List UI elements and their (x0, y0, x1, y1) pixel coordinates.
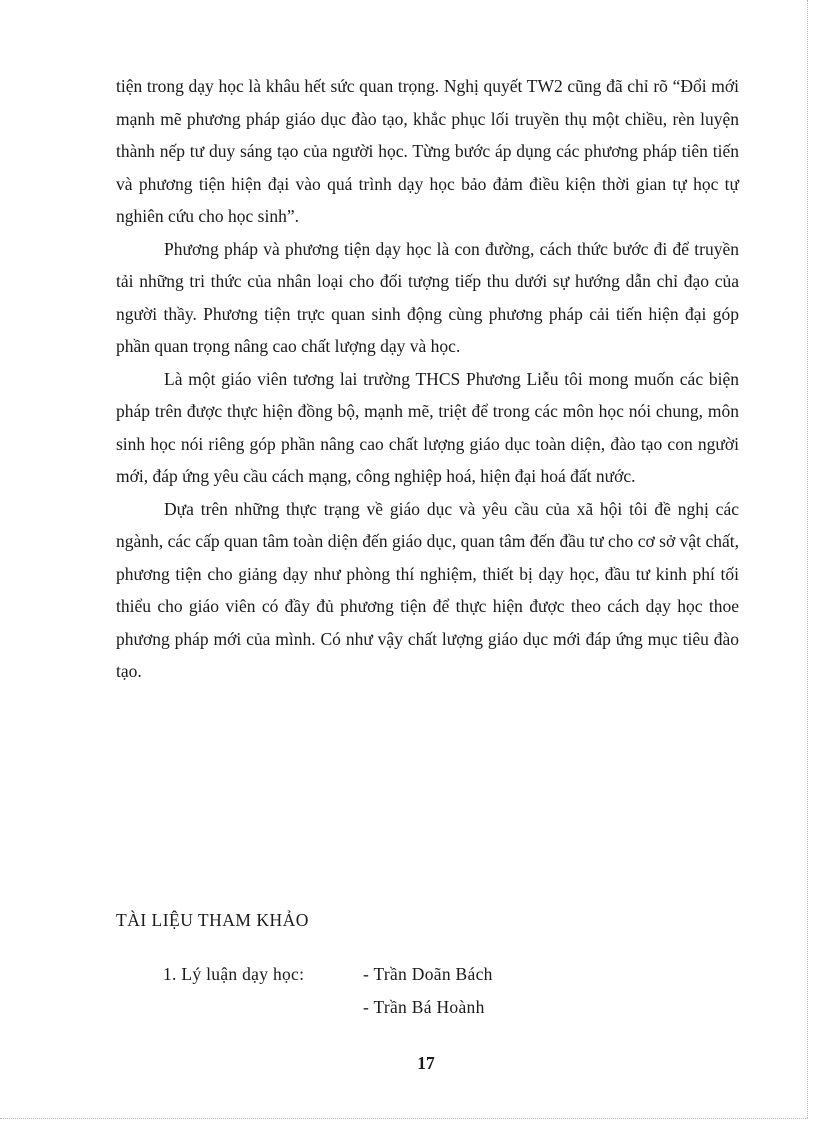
reference-author: - Trần Bá Hoành (363, 997, 485, 1017)
page-border-bottom (0, 1118, 808, 1119)
paragraph-1: tiện trong dạy học là khâu hết sức quan trọng. Nghị quyết TW2 cũng đã chỉ rõ “Đổi mới mạnh mẽ phương pháp giáo dục đào tạo, khắc phục lối truyền thụ một chiều, rèn luyện thành nếp tư duy sáng tạo của người học. Từng bước áp dụng các phương pháp tiên tiến và phương tiện hiện đại vào quá trình dạy học bảo đảm điều kiện thời gian tự học tự nghiên cứu cho học sinh”. (116, 76, 739, 226)
paragraph-3: Là một giáo viên tương lai trường THCS Phương Liễu tôi mong muốn các biện pháp trên được thực hiện đồng bộ, mạnh mẽ, triệt để trong các môn học nói chung, môn sinh học nói riêng góp phần nâng cao chất lượng giáo dục toàn diện, đào tạo con người mới, đáp ứng yêu cầu cách mạng, công nghiệp hoá, hiện đại hoá đất nước. (116, 368, 739, 486)
paragraph-4: Dựa trên những thực trạng về giáo dục và yêu cầu của xã hội tôi đề nghị các ngành, các cấp quan tâm toàn diện đến giáo dục, quan tâm đến đầu tư cho cơ sở vật chất, phương tiện cho giảng dạy như phòng thí nghiệm, thiết bị dạy học, đầu tư kinh phí tối thiểu cho giáo viên có đầy đủ phương tiện để thực hiện được theo cách dạy học thoe phương pháp mới của mình. Có như vậy chất lượng giáo dục mới đáp ứng mục tiêu đào tạo. (116, 498, 739, 681)
reference-item-1-cont (163, 997, 485, 1018)
page-number: 17 (417, 1053, 435, 1073)
reference-item-label: 1. Lý luận dạy học: (163, 964, 305, 984)
page-border-right (807, 0, 808, 1118)
paragraph-2: Phương pháp và phương tiện dạy học là con đường, cách thức bước đi để truyền tải những tri thức của nhân loại cho đối tượng tiếp thu dưới sự hướng dẫn chỉ đạo của người thầy. Phương tiện trực quan sinh động cùng phương pháp cải tiến hiện đại góp phần quan trọng nâng cao chất lượng dạy và học. (116, 238, 739, 356)
reference-item-1 (163, 964, 493, 985)
reference-author: - Trần Doãn Bách (363, 964, 493, 984)
references-heading: TÀI LIỆU THAM KHẢO (116, 910, 309, 930)
body-text (116, 70, 739, 688)
